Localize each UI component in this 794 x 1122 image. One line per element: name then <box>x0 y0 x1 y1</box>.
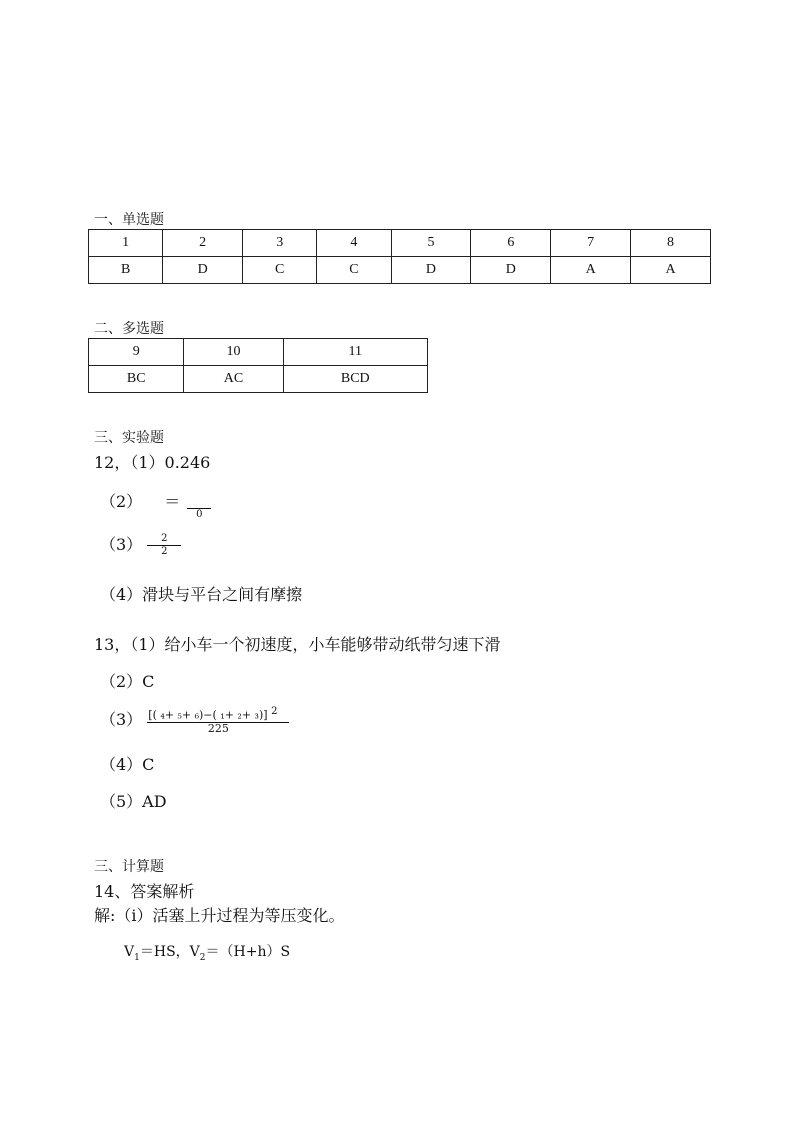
q12-part3-fraction <box>147 533 181 558</box>
q14-v1-symbol: V <box>124 944 135 960</box>
table-cell: 2 <box>163 230 243 257</box>
section-title-multi-choice: 二、多选题 <box>94 321 164 337</box>
q13-part3-fraction <box>147 706 289 735</box>
section-title-single-choice: 一、单选题 <box>94 212 164 228</box>
q13-part5: （5）AD <box>100 792 167 811</box>
table-cell: D <box>391 257 471 284</box>
table-cell: 4 <box>317 230 391 257</box>
q13-part3-denominator: 225 <box>207 721 229 735</box>
table-cell: 10 <box>184 339 283 366</box>
q13-part3-label: （3） <box>100 709 143 729</box>
table-cell: 1 <box>89 230 163 257</box>
q14-line1: 解:（i）活塞上升过程为等压变化。 <box>94 906 345 925</box>
q14-volumes-line <box>124 941 290 963</box>
table-cell: B <box>89 257 163 284</box>
q12-part2 <box>100 489 211 521</box>
q14-v1-expression: ＝HS，V <box>139 944 200 960</box>
table-cell: 7 <box>551 230 631 257</box>
section-title-experiment: 三、实验题 <box>94 430 164 446</box>
q13-part3 <box>100 706 289 735</box>
section-title-calculation: 三、计算题 <box>94 859 164 875</box>
table-cell: BCD <box>283 366 427 393</box>
table-cell: AC <box>184 366 283 393</box>
q12-part2-denominator: 0 <box>196 509 203 520</box>
q12-part3-label: （3） <box>100 535 143 554</box>
table-cell: 9 <box>89 339 184 366</box>
q14-v2-expression: ＝（H+h）S <box>205 944 291 960</box>
q12-part2-label: （2） <box>100 492 143 511</box>
table-cell: A <box>551 257 631 284</box>
q13-part3-numerator: [( ₄+ ₅+ ₆)−( ₁+ ₂+ ₃)] <box>148 708 268 722</box>
q13-part2: （2）C <box>100 672 155 691</box>
table-cell: D <box>471 257 551 284</box>
q13-part4: （4）C <box>100 755 155 774</box>
q14-title: 14、答案解析 <box>94 882 195 901</box>
table-cell: A <box>631 257 711 284</box>
q12-part3 <box>100 532 181 558</box>
table-cell: 3 <box>243 230 317 257</box>
table-cell: C <box>243 257 317 284</box>
multi-choice-table <box>88 338 428 393</box>
q14-v1-subscript: 1 <box>134 952 140 963</box>
table-row <box>89 230 711 257</box>
q12-part3-numerator: 2 <box>161 533 168 544</box>
table-cell: 11 <box>283 339 427 366</box>
table-cell: D <box>163 257 243 284</box>
q13-part3-exponent: 2 <box>271 706 278 717</box>
table-cell: 5 <box>391 230 471 257</box>
q12-part4: （4）滑块与平台之间有摩擦 <box>100 585 303 604</box>
q14-v2-subscript: 2 <box>199 952 206 963</box>
table-row <box>89 366 428 393</box>
single-choice-table <box>88 229 711 284</box>
table-row <box>89 257 711 284</box>
table-row <box>89 339 428 366</box>
q13-part1: 13，（1）给小车一个初速度，小车能够带动纸带匀速下滑 <box>94 635 501 654</box>
q12-part3-denominator: 2 <box>161 546 168 557</box>
table-cell: C <box>317 257 391 284</box>
table-cell: 6 <box>471 230 551 257</box>
q12-part2-fraction <box>187 502 211 521</box>
q12-part1: 12，（1）0.246 <box>94 453 211 472</box>
q12-part2-equals: ＝ <box>164 492 181 511</box>
table-cell: BC <box>89 366 184 393</box>
table-cell: 8 <box>631 230 711 257</box>
